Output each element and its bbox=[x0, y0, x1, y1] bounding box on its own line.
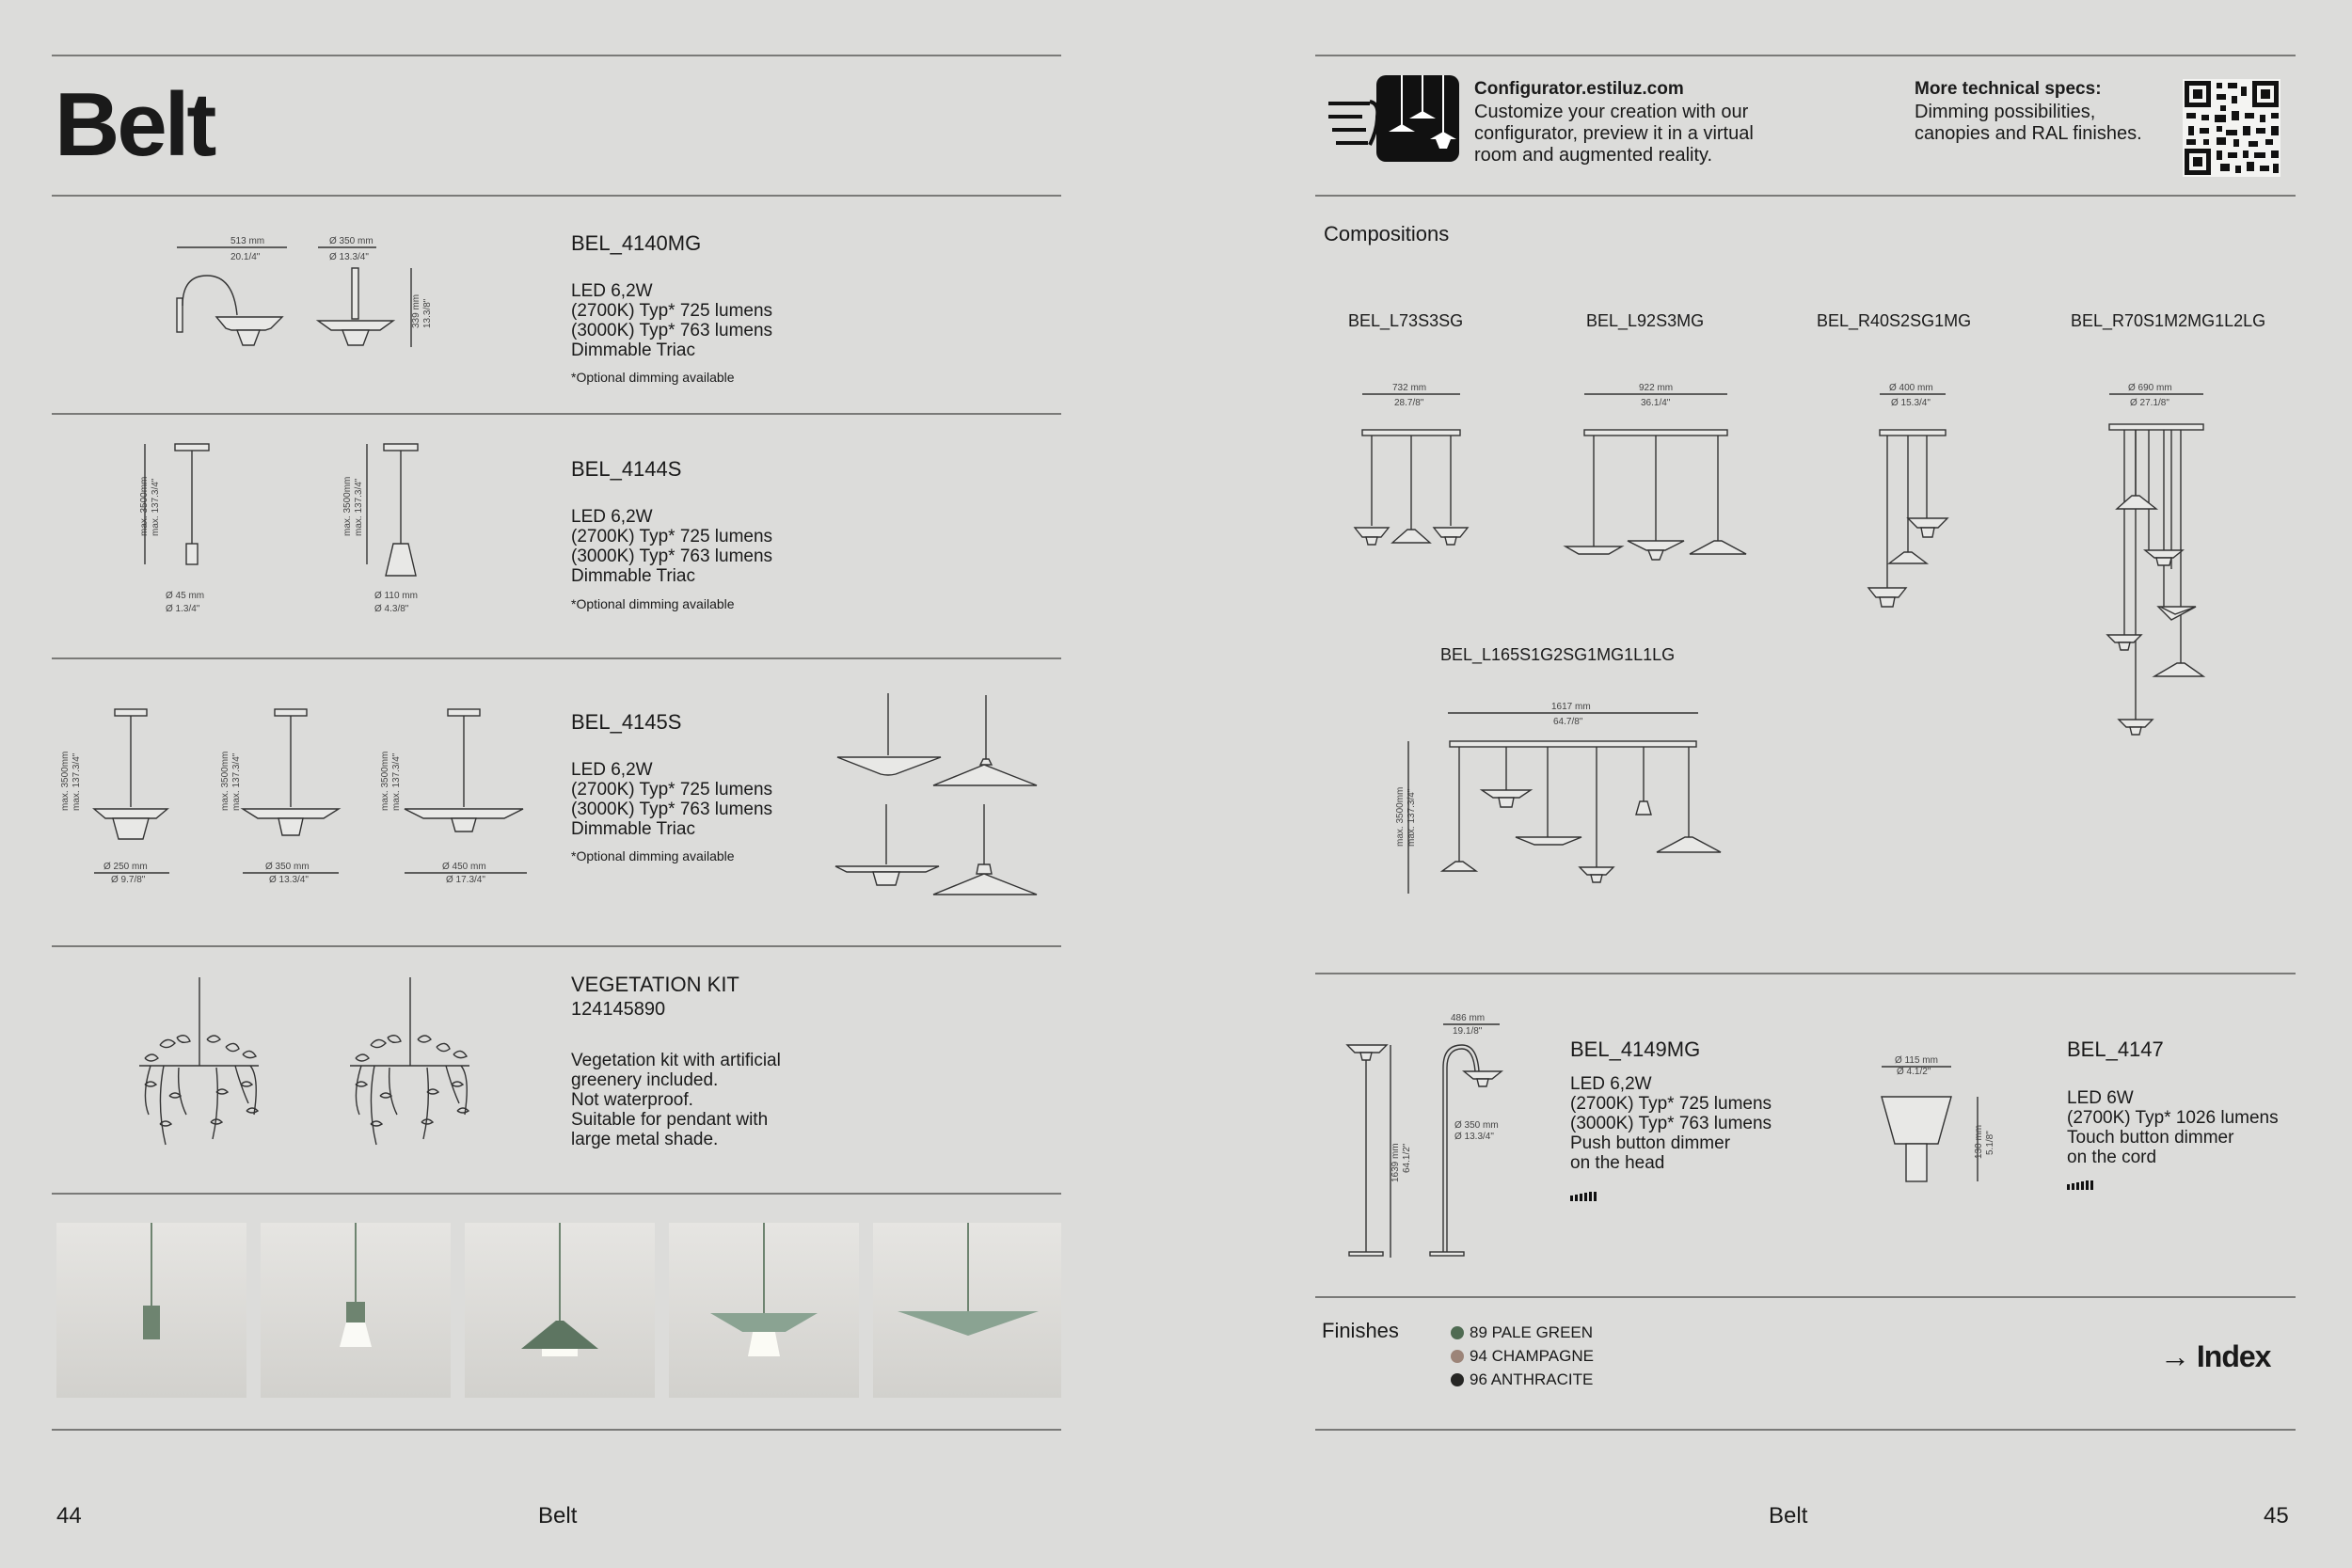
finish-label: 94 CHAMPAGNE bbox=[1470, 1347, 1594, 1365]
dim-label: max. 137.3/4" bbox=[231, 752, 242, 811]
section-divider bbox=[52, 413, 1061, 415]
dim-label: 64.1/2" bbox=[1402, 1143, 1412, 1173]
dim-label: Ø 27.1/8" bbox=[2130, 398, 2169, 408]
bottom-rule bbox=[52, 1429, 1061, 1431]
product-note: *Optional dimming available bbox=[571, 848, 735, 863]
section-divider bbox=[52, 945, 1061, 947]
page-number: 44 bbox=[56, 1503, 82, 1528]
dim-label: Ø 45 mm bbox=[166, 591, 205, 601]
composition-drawing bbox=[1863, 381, 1976, 616]
dim-label: Ø 17.3/4" bbox=[446, 875, 485, 885]
product-note: *Optional dimming available bbox=[571, 596, 735, 611]
section-divider bbox=[1315, 973, 2296, 974]
finish-swatch bbox=[1451, 1373, 1464, 1386]
dim-label: max. 3500mm bbox=[139, 476, 150, 536]
dim-label: max. 137.3/4" bbox=[72, 752, 82, 811]
vegetation-kit-drawing bbox=[132, 974, 489, 1162]
table-lamp-drawing bbox=[1872, 1053, 2023, 1195]
product-specs: LED 6,2W (2700K) Typ* 725 lumens (3000K) Typ* 763 lumens Dimmable Triac bbox=[571, 507, 773, 586]
section-divider bbox=[52, 1193, 1061, 1195]
finish-item bbox=[1451, 1368, 1593, 1391]
product-specs: LED 6,2W (2700K) Typ* 725 lumens (3000K) Typ* 763 lumens Dimmable Triac bbox=[571, 760, 773, 839]
dim-label: max. 3500mm bbox=[380, 751, 390, 811]
dim-label: Ø 400 mm bbox=[1889, 383, 1933, 393]
product-specs: LED 6W (2700K) Typ* 1026 lumens Touch button dimmer on the cord bbox=[2067, 1088, 2279, 1167]
dim-label: Ø 350 mm bbox=[1454, 1120, 1499, 1131]
dim-label: Ø 13.3/4" bbox=[1454, 1132, 1494, 1142]
qr-code-icon[interactable] bbox=[2183, 79, 2280, 177]
configurator-text: Customize your creation with our configurator, preview it in a virtual room and augmented reality. bbox=[1474, 102, 1754, 166]
dimmer-level-icon bbox=[2067, 1180, 2095, 1190]
dim-label: Ø 350 mm bbox=[265, 862, 310, 872]
dim-label: max. 137.3/4" bbox=[354, 478, 364, 536]
dim-label: 19.1/8" bbox=[1453, 1026, 1483, 1037]
dim-label: max. 137.3/4" bbox=[1406, 788, 1417, 847]
dim-label: 1617 mm bbox=[1551, 702, 1591, 712]
wall-lamp-drawing bbox=[151, 230, 470, 372]
vegetation-kit-description: Vegetation kit with artificial greenery included. Not waterproof. Suitable for pendant with large metal shade. bbox=[571, 1051, 781, 1149]
dim-label: Ø 13.3/4" bbox=[329, 252, 369, 262]
configurator-link[interactable]: Configurator.estiluz.com bbox=[1474, 79, 1684, 99]
composition-code: BEL_L165S1G2SG1MG1L1LG bbox=[1440, 645, 1676, 664]
footer-label: Belt bbox=[1769, 1503, 1808, 1528]
dim-label: max. 3500mm bbox=[1395, 786, 1406, 847]
footer-label: Belt bbox=[538, 1503, 578, 1528]
finish-swatch bbox=[1451, 1350, 1464, 1363]
finish-label: 89 PALE GREEN bbox=[1470, 1323, 1594, 1341]
dim-label: Ø 1.3/4" bbox=[166, 604, 200, 614]
composition-drawing bbox=[1388, 696, 1726, 903]
vegetation-kit-code: 124145890 bbox=[571, 999, 666, 1020]
dim-label: 13.3/8" bbox=[422, 298, 433, 328]
dim-label: Ø 9.7/8" bbox=[111, 875, 146, 885]
tech-specs-text: Dimming possibilities, canopies and RAL finishes. bbox=[1915, 102, 2142, 144]
product-photo bbox=[465, 1223, 655, 1398]
finish-item bbox=[1451, 1321, 1593, 1344]
finish-item bbox=[1451, 1344, 1594, 1368]
dim-label: 732 mm bbox=[1392, 383, 1427, 393]
index-link[interactable]: → Index bbox=[2160, 1339, 2271, 1373]
product-specs: LED 6,2W (2700K) Typ* 725 lumens (3000K) Typ* 763 lumens Dimmable Triac bbox=[571, 281, 773, 360]
dim-label: 20.1/4" bbox=[230, 252, 261, 262]
product-code: BEL_4149MG bbox=[1570, 1037, 1701, 1061]
dim-label: max. 3500mm bbox=[220, 751, 230, 811]
vegetation-kit-title: VEGETATION KIT bbox=[571, 973, 739, 996]
dim-label: Ø 4.3/8" bbox=[374, 604, 409, 614]
dim-label: Ø 690 mm bbox=[2128, 383, 2172, 393]
dim-label: 922 mm bbox=[1639, 383, 1674, 393]
pendant-shade-drawings bbox=[56, 707, 546, 895]
composition-code: BEL_R70S1M2MG1L2LG bbox=[2071, 311, 2266, 330]
page-title: Belt bbox=[55, 74, 215, 175]
composition-code: BEL_L92S3MG bbox=[1586, 311, 1705, 330]
product-code: BEL_4147 bbox=[2067, 1037, 2164, 1061]
section-divider bbox=[52, 195, 1061, 197]
dim-label: max. 3500mm bbox=[342, 476, 353, 536]
dim-label: Ø 13.3/4" bbox=[269, 875, 309, 885]
dim-label: 64.7/8" bbox=[1553, 717, 1583, 727]
product-code: BEL_4145S bbox=[571, 710, 682, 734]
finishes-heading: Finishes bbox=[1322, 1319, 1399, 1342]
composition-drawing bbox=[2079, 381, 2230, 748]
dim-label: Ø 250 mm bbox=[103, 862, 148, 872]
dim-label: Ø 4.1/2" bbox=[1897, 1067, 1931, 1077]
dim-label: max. 3500mm bbox=[60, 751, 71, 811]
dimmer-level-icon bbox=[1570, 1192, 1598, 1201]
top-rule bbox=[1315, 55, 2296, 56]
section-divider bbox=[1315, 195, 2296, 197]
product-photo bbox=[56, 1223, 246, 1398]
page-number: 45 bbox=[2264, 1503, 2289, 1528]
product-code: BEL_4144S bbox=[571, 457, 682, 481]
composition-code: BEL_L73S3SG bbox=[1348, 311, 1464, 330]
dim-label: max. 137.3/4" bbox=[391, 752, 402, 811]
dim-label: Ø 110 mm bbox=[374, 591, 418, 601]
product-photo bbox=[669, 1223, 859, 1398]
dim-label: 486 mm bbox=[1451, 1013, 1486, 1023]
dim-label: Ø 115 mm bbox=[1895, 1055, 1938, 1066]
dim-label: 5.1/8" bbox=[1985, 1131, 1995, 1155]
top-rule bbox=[52, 55, 1061, 56]
pendant-perspective-drawings bbox=[828, 691, 1054, 903]
composition-code: BEL_R40S2SG1MG bbox=[1817, 311, 1972, 330]
finish-swatch bbox=[1451, 1326, 1464, 1339]
dim-label: Ø 350 mm bbox=[329, 236, 373, 246]
finish-label: 96 ANTHRACITE bbox=[1470, 1370, 1594, 1388]
composition-drawing bbox=[1345, 381, 1477, 560]
product-note: *Optional dimming available bbox=[571, 370, 735, 385]
configurator-icon[interactable] bbox=[1325, 75, 1461, 164]
section-divider bbox=[1315, 1296, 2296, 1298]
bottom-rule bbox=[1315, 1429, 2296, 1431]
dim-label: 36.1/4" bbox=[1641, 398, 1671, 408]
tech-specs-title: More technical specs: bbox=[1915, 79, 2102, 99]
composition-drawing bbox=[1562, 381, 1750, 569]
dim-label: Ø 450 mm bbox=[442, 862, 486, 872]
dim-label: 28.7/8" bbox=[1394, 398, 1424, 408]
product-photo bbox=[261, 1223, 451, 1398]
pendant-small-drawing bbox=[132, 442, 433, 621]
product-photo bbox=[873, 1223, 1061, 1398]
product-code: BEL_4140MG bbox=[571, 231, 702, 255]
compositions-heading: Compositions bbox=[1324, 222, 1450, 245]
dim-label: 339 mm bbox=[411, 293, 421, 328]
floor-lamp-drawing bbox=[1345, 1011, 1515, 1265]
dim-label: max. 137.3/4" bbox=[151, 478, 161, 536]
dim-label: Ø 15.3/4" bbox=[1891, 398, 1931, 408]
dim-label: 130 mm bbox=[1974, 1124, 1984, 1159]
dim-label: 513 mm bbox=[230, 236, 265, 246]
dim-label: 1639 mm bbox=[1391, 1143, 1401, 1182]
section-divider bbox=[52, 657, 1061, 659]
product-specs: LED 6,2W (2700K) Typ* 725 lumens (3000K) Typ* 763 lumens Push button dimmer on the head bbox=[1570, 1074, 1772, 1173]
